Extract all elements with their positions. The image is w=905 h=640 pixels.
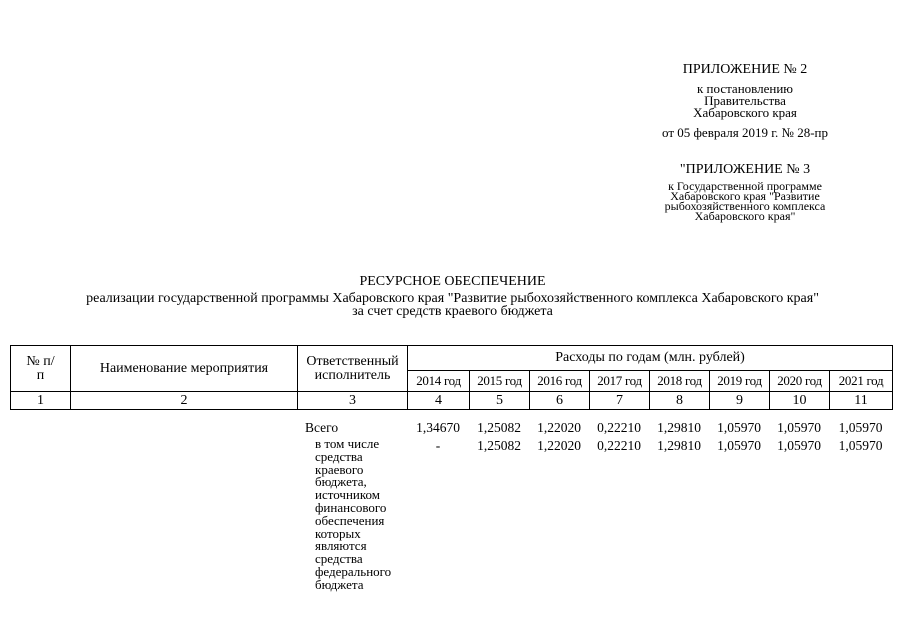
- document-title: РЕСУРСНОЕ ОБЕСПЕЧЕНИЕ: [359, 274, 546, 289]
- year-header: 2015 год: [470, 371, 530, 392]
- appendix-line: Правительства: [704, 93, 786, 108]
- appendix-prev-line: Хабаровского края "Развитие: [670, 189, 820, 203]
- value-cell: 1,25082: [477, 420, 521, 435]
- appendix-title: ПРИЛОЖЕНИЕ № 2: [682, 62, 808, 77]
- value-cell: 1,05970: [717, 420, 761, 435]
- value-cell: 1,22020: [537, 438, 581, 453]
- appendix-date: от 05 февраля 2019 г. № 28-пр: [662, 125, 828, 140]
- value-cell: 1,34670: [416, 420, 460, 435]
- value-cell: -: [435, 438, 441, 453]
- year-header: 2014 год: [408, 371, 470, 392]
- value-cell: 1,29810: [657, 420, 701, 435]
- column-number: 8: [650, 392, 710, 410]
- value-cell: 0,22210: [597, 420, 641, 435]
- appendix-prev-title: "ПРИЛОЖЕНИЕ № 3: [679, 162, 811, 177]
- value-cell: 1,05970: [777, 438, 821, 453]
- col-header-number: № п/п: [11, 346, 71, 392]
- appendix-line: Хабаровского края: [693, 105, 797, 120]
- column-number: 11: [830, 392, 893, 410]
- table-row: [0, 420, 905, 436]
- value-cell: 1,05970: [838, 438, 883, 453]
- value-cell: 1,29810: [657, 438, 701, 453]
- appendix-prev-line: к Государственной программе: [668, 179, 822, 193]
- table-row: [0, 438, 905, 454]
- column-number: 1: [11, 392, 71, 410]
- appendix-prev-line: Хабаровского края": [694, 209, 796, 223]
- year-header: 2017 год: [590, 371, 650, 392]
- column-number: 3: [298, 392, 408, 410]
- year-header: 2016 год: [530, 371, 590, 392]
- value-cell: 1,25082: [477, 438, 521, 453]
- column-number: 9: [710, 392, 770, 410]
- col-header-name: Наименование мероприятия: [71, 346, 298, 392]
- year-header: 2018 год: [650, 371, 710, 392]
- value-cell: 1,22020: [537, 420, 581, 435]
- column-number: 2: [71, 392, 298, 410]
- column-number: 10: [770, 392, 830, 410]
- appendix-line: к постановлению: [696, 81, 794, 96]
- column-number: 7: [590, 392, 650, 410]
- year-header: 2021 год: [830, 371, 893, 392]
- row-label-total: Всего: [305, 420, 339, 435]
- col-header-responsible: Ответственный исполнитель: [298, 346, 408, 392]
- col-header-expenses: Расходы по годам (млн. рублей): [408, 346, 893, 371]
- column-number: 6: [530, 392, 590, 410]
- row-label-including: в том числе средства краевого бюджета, источником финансового обеспечения которых являются средства федерального бюджета: [315, 436, 392, 592]
- value-cell: 0,22210: [597, 438, 641, 453]
- value-cell: 1,05970: [717, 438, 761, 453]
- document-subtitle: реализации государственной программы Хабаровского края "Развитие рыбохозяйственного комплекса Хабаровского края": [86, 291, 819, 306]
- resource-table-header: [10, 345, 893, 410]
- year-header: 2020 год: [770, 371, 830, 392]
- document-subtitle: за счет средств краевого бюджета: [352, 304, 553, 319]
- year-header: 2019 год: [710, 371, 770, 392]
- column-number: 5: [470, 392, 530, 410]
- column-number: 4: [408, 392, 470, 410]
- appendix-prev-line: рыбохозяйственного комплекса: [664, 199, 826, 213]
- value-cell: 1,05970: [777, 420, 821, 435]
- value-cell: 1,05970: [838, 420, 883, 435]
